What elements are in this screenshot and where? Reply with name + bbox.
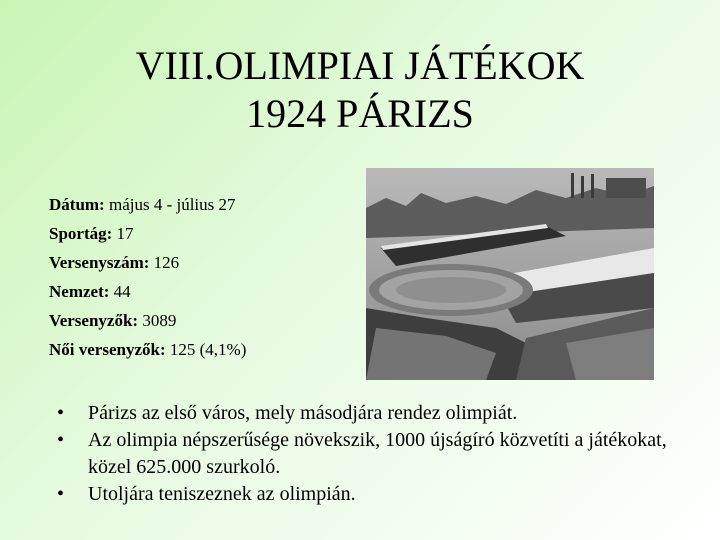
title-line-2: 1924 PÁRIZS: [246, 91, 474, 136]
fact-value: 17: [116, 224, 134, 243]
bullet-text: Párizs az első város, mely másodjára rendez olimpiát.: [88, 402, 518, 424]
fact-label: Nemzet:: [49, 282, 110, 301]
bullet-dot: •: [57, 429, 65, 451]
fact-value: 126: [153, 253, 180, 272]
bullet-text: Utoljára teniszeznek az olimpián.: [88, 483, 356, 505]
bullet-dot: •: [57, 483, 65, 505]
fact-label: Versenyszám:: [49, 253, 150, 272]
fact-label: Sportág:: [49, 224, 113, 243]
slide-title: [0, 42, 720, 138]
fact-label: Női versenyzők:: [49, 340, 166, 359]
facts-list: [49, 190, 359, 364]
fact-value: 3089: [142, 311, 177, 330]
fact-value: május 4 - július 27: [108, 195, 236, 214]
fact-value: 44: [113, 282, 131, 301]
fact-sports: [49, 219, 359, 248]
title-line-1: VIII.OLIMPIAI JÁTÉKOK: [135, 43, 585, 88]
bullet-item: [57, 427, 697, 481]
fact-date: [49, 190, 359, 219]
stadium-image: [366, 168, 654, 380]
fact-athletes: [49, 306, 359, 335]
fact-female-athletes: [49, 335, 359, 364]
fact-label: Dátum:: [49, 195, 105, 214]
fact-nations: [49, 277, 359, 306]
bullet-list: [57, 400, 697, 508]
fact-events: [49, 248, 359, 277]
fact-value: 125 (4,1%): [169, 340, 247, 359]
fact-label: Versenyzők:: [49, 311, 139, 330]
bullet-item: [57, 400, 697, 427]
bullet-dot: •: [57, 402, 65, 424]
bullet-item: [57, 481, 697, 508]
stadium-photo: [366, 168, 654, 380]
bullet-text: Az olimpia népszerűsége növekszik, 1000 újságíró közvetíti a játékokat, közel 625.000 szurkoló.: [88, 429, 667, 478]
